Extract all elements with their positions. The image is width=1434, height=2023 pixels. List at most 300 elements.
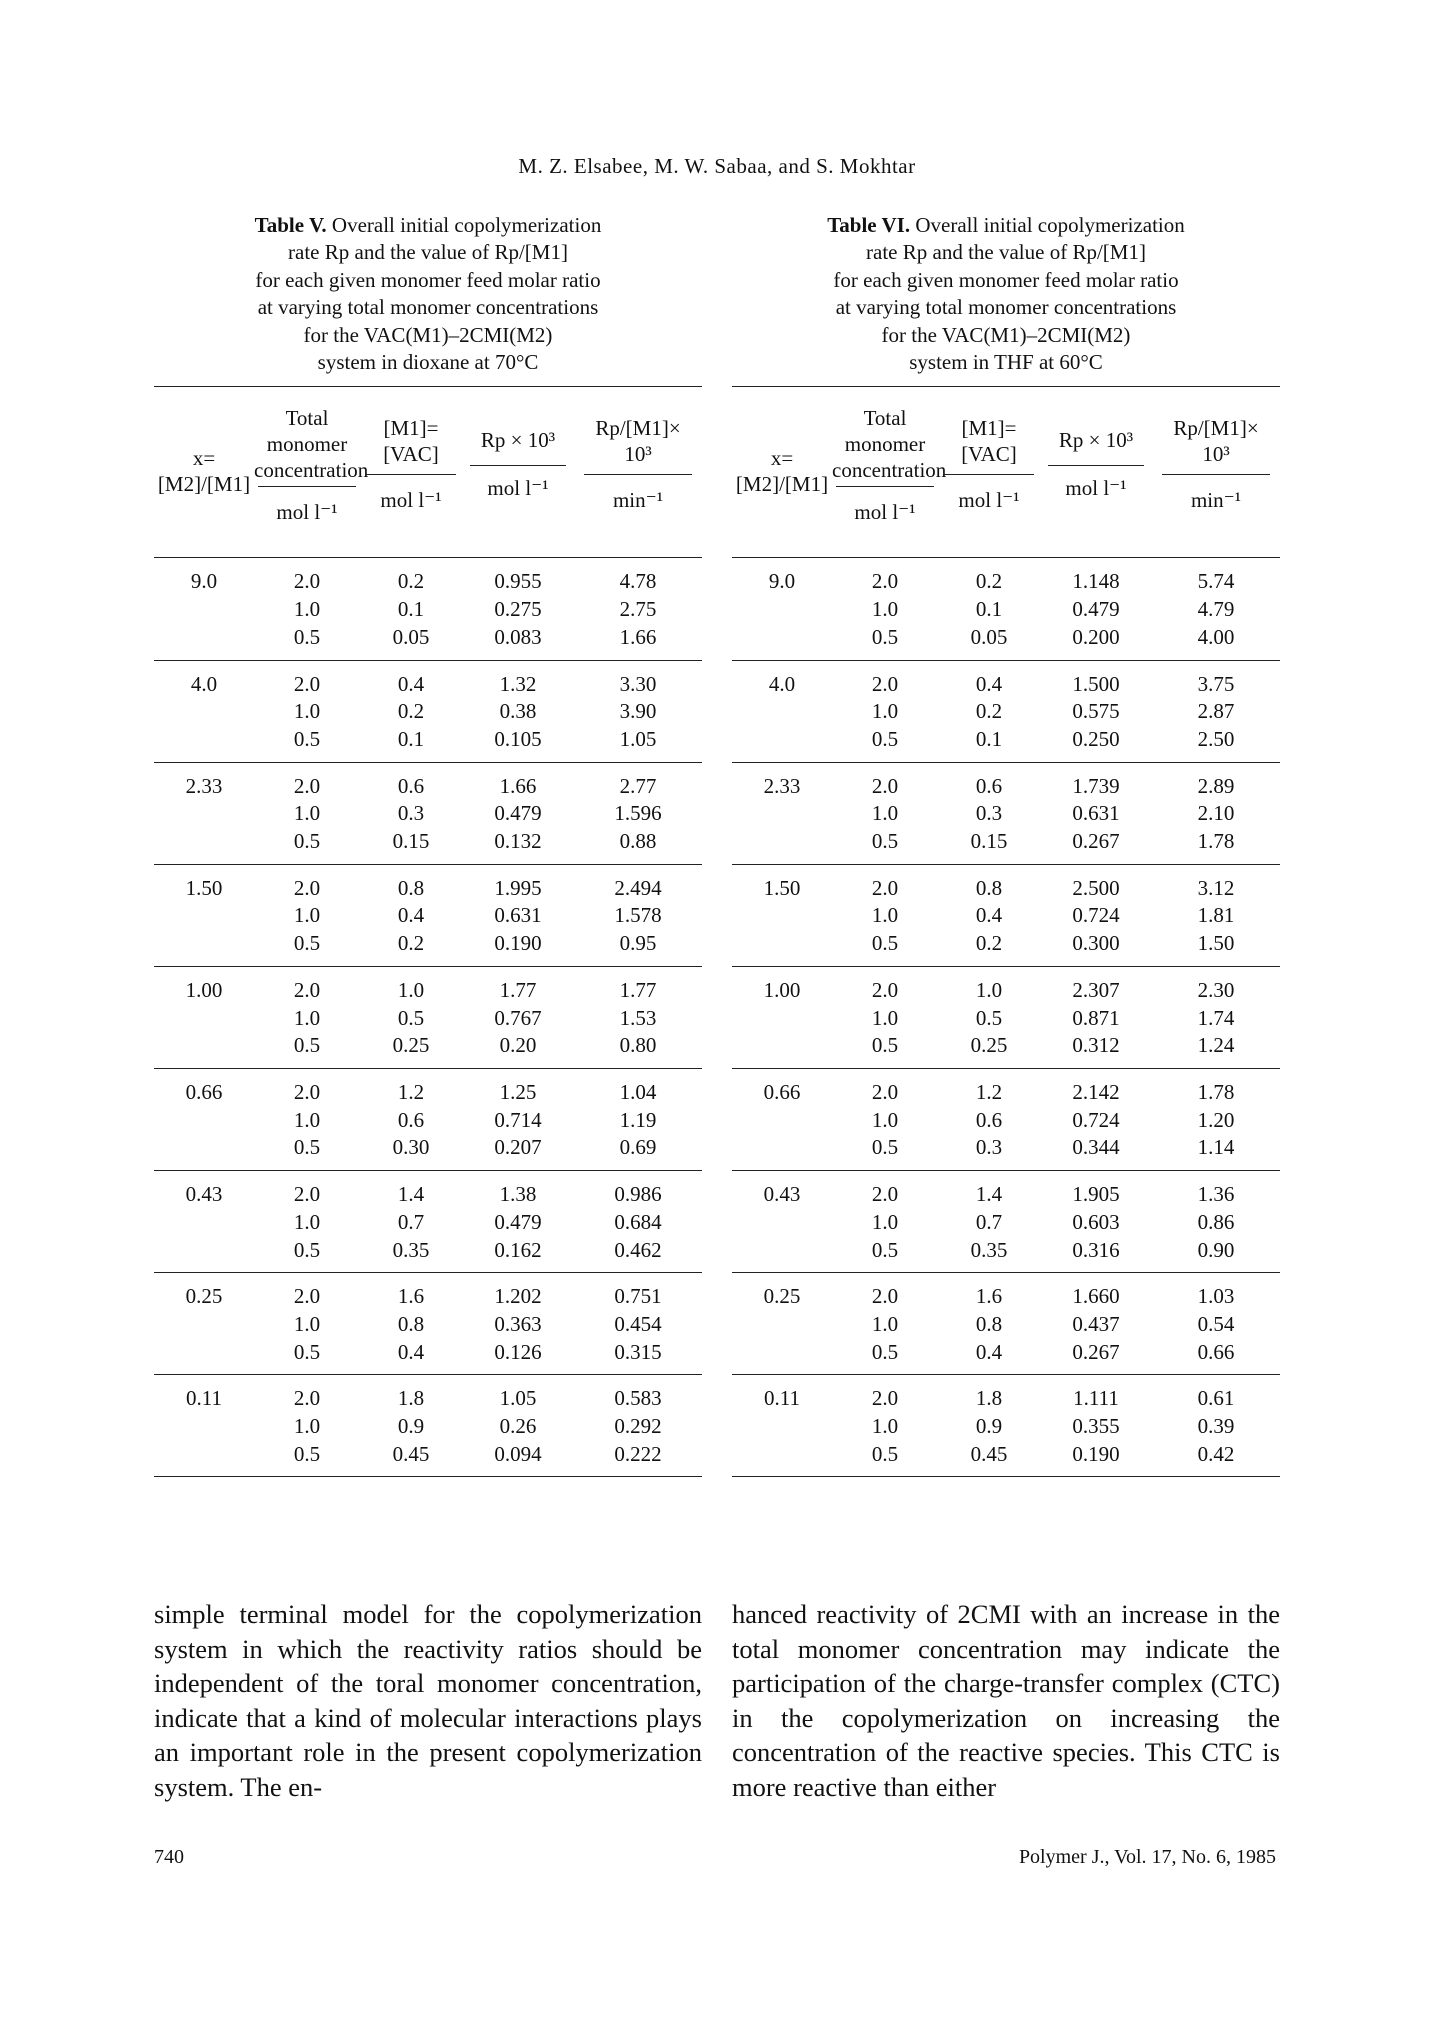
value-cell: 2.0: [293, 875, 321, 900]
value-cell: 0.344: [1072, 1135, 1120, 1160]
table-row: [154, 1311, 702, 1339]
row-group: [732, 1069, 1280, 1171]
value-cell: 0.5: [871, 829, 899, 854]
value-cell: 1.4: [975, 1182, 1003, 1207]
value-cell: 0.66: [1197, 1339, 1235, 1364]
value-cell: 1.04: [619, 1079, 657, 1104]
value-cell: 1.66: [619, 624, 657, 649]
value-cell: 1.0: [293, 699, 321, 724]
table-row: [732, 1385, 1280, 1413]
value-cell: 2.500: [1072, 875, 1120, 900]
table-row: [732, 1079, 1280, 1107]
table-row: [732, 698, 1280, 726]
x-ratio-cell: [154, 1441, 254, 1469]
x-ratio-cell: [154, 698, 254, 726]
row-group: [732, 1171, 1280, 1273]
value-cell: 5.74: [1197, 569, 1235, 594]
value-cell: 0.5: [397, 1005, 425, 1030]
body-text-left: simple terminal model for the copolymerization system in which the reactivity ratios should be independent of the toral monomer concentration, indicate that a kind of molecular interactions plays an important role in the present copolymerization system. The en-: [154, 1599, 702, 1802]
value-cell: 0.132: [494, 829, 542, 854]
x-ratio-cell: 0.43: [763, 1182, 801, 1207]
row-group: [732, 558, 1280, 660]
value-cell: 0.2: [975, 569, 1003, 594]
value-cell: 2.0: [293, 671, 321, 696]
table-row: [154, 977, 702, 1005]
value-cell: 0.1: [397, 597, 425, 622]
value-cell: 0.583: [614, 1386, 662, 1411]
value-cell: 1.05: [619, 726, 657, 751]
value-cell: 1.0: [293, 597, 321, 622]
value-cell: 1.32: [499, 671, 537, 696]
value-cell: 3.12: [1197, 875, 1235, 900]
table-row: [154, 1237, 702, 1265]
value-cell: 0.45: [970, 1441, 1008, 1466]
x-ratio-cell: [732, 624, 832, 652]
value-cell: 1.578: [614, 903, 662, 928]
table-vi-body: [732, 558, 1280, 1477]
value-cell: 0.4: [397, 1339, 425, 1364]
x-ratio-cell: [154, 1209, 254, 1237]
value-cell: 0.25: [970, 1033, 1008, 1058]
value-cell: 0.292: [614, 1414, 662, 1439]
value-cell: 1.77: [499, 977, 537, 1002]
value-cell: 4.00: [1197, 624, 1235, 649]
row-group: [732, 763, 1280, 865]
value-cell: 1.0: [871, 1107, 899, 1132]
value-cell: 1.0: [871, 1414, 899, 1439]
value-cell: 1.20: [1197, 1107, 1235, 1132]
value-cell: 0.5: [871, 1135, 899, 1160]
x-ratio-cell: [732, 1441, 832, 1469]
value-cell: 1.111: [1073, 1386, 1119, 1411]
value-cell: 3.75: [1197, 671, 1235, 696]
x-ratio-cell: 1.50: [763, 875, 801, 900]
value-cell: 0.3: [975, 1135, 1003, 1160]
x-ratio-cell: 2.33: [763, 773, 801, 798]
value-cell: 2.0: [871, 773, 899, 798]
value-cell: 0.454: [614, 1311, 662, 1336]
table-row: [154, 1441, 702, 1469]
x-ratio-cell: [154, 596, 254, 624]
value-cell: 2.0: [871, 569, 899, 594]
x-ratio-cell: [154, 1413, 254, 1441]
value-cell: 0.724: [1072, 903, 1120, 928]
value-cell: 0.603: [1072, 1209, 1120, 1234]
value-cell: 1.03: [1197, 1284, 1235, 1309]
x-ratio-cell: [732, 1134, 832, 1162]
value-cell: 0.05: [392, 624, 430, 649]
value-cell: 1.8: [975, 1386, 1003, 1411]
value-cell: 1.0: [871, 1311, 899, 1336]
x-ratio-cell: 0.25: [763, 1284, 801, 1309]
x-ratio-cell: [154, 930, 254, 958]
value-cell: 0.30: [392, 1135, 430, 1160]
table-row: [154, 800, 702, 828]
table-row: [154, 1413, 702, 1441]
value-cell: 0.26: [499, 1414, 537, 1439]
table-row: [732, 1005, 1280, 1033]
value-cell: 1.0: [293, 1414, 321, 1439]
value-cell: 2.89: [1197, 773, 1235, 798]
value-cell: 0.3: [975, 801, 1003, 826]
value-cell: 0.751: [614, 1284, 662, 1309]
value-cell: 1.38: [499, 1182, 537, 1207]
value-cell: 1.78: [1197, 1079, 1235, 1104]
table-v-caption: Table V. Overall initial copolymerization rate Rp and the value of Rp/[M1] for each given monomer feed molar ratio at varying total monomer concentrations for the VAC(M1)–2CMI(M2) system in dioxane at 70°C: [254, 213, 602, 375]
table-row: [154, 930, 702, 958]
value-cell: 2.0: [871, 875, 899, 900]
value-cell: 1.0: [293, 903, 321, 928]
table-row: [732, 977, 1280, 1005]
value-cell: 0.5: [293, 829, 321, 854]
value-cell: 0.45: [392, 1441, 430, 1466]
value-cell: 0.462: [614, 1237, 662, 1262]
row-group: [154, 1375, 702, 1477]
x-ratio-cell: [732, 1209, 832, 1237]
value-cell: 1.500: [1072, 671, 1120, 696]
value-cell: 0.631: [1072, 801, 1120, 826]
value-cell: 1.78: [1197, 829, 1235, 854]
value-cell: 0.300: [1072, 931, 1120, 956]
table-row: [154, 875, 702, 903]
value-cell: 1.0: [871, 801, 899, 826]
table-row: [154, 671, 702, 699]
row-group: [154, 1069, 702, 1171]
x-ratio-cell: [154, 1107, 254, 1135]
table-row: [732, 1283, 1280, 1311]
x-ratio-cell: [732, 828, 832, 856]
value-cell: 0.15: [970, 829, 1008, 854]
value-cell: 0.4: [975, 903, 1003, 928]
value-cell: 2.307: [1072, 977, 1120, 1002]
value-cell: 1.4: [397, 1182, 425, 1207]
value-cell: 0.5: [975, 1005, 1003, 1030]
table-v-header: x= [M2]/[M1] Total monomer concentration mol l⁻¹ [M1]= [VAC] mol l⁻¹ Rp × 10³ mol l⁻¹ Rp/[M1]× 10³ min⁻¹: [154, 387, 702, 558]
row-group: [154, 865, 702, 967]
value-cell: 1.0: [397, 977, 425, 1002]
value-cell: 2.0: [871, 1284, 899, 1309]
table-row: [732, 773, 1280, 801]
x-ratio-cell: 0.25: [185, 1284, 223, 1309]
value-cell: 1.148: [1072, 569, 1120, 594]
value-cell: 2.494: [614, 875, 662, 900]
value-cell: 0.5: [871, 1237, 899, 1262]
value-cell: 1.0: [975, 977, 1003, 1002]
table-row: [732, 1107, 1280, 1135]
value-cell: 0.200: [1072, 624, 1120, 649]
value-cell: 1.0: [871, 1209, 899, 1234]
table-row: [732, 568, 1280, 596]
value-cell: 0.5: [293, 1441, 321, 1466]
value-cell: 0.267: [1072, 829, 1120, 854]
value-cell: 1.6: [975, 1284, 1003, 1309]
x-ratio-cell: 9.0: [768, 569, 796, 594]
value-cell: 1.905: [1072, 1182, 1120, 1207]
value-cell: 0.5: [293, 624, 321, 649]
body-text-right: hanced reactivity of 2CMI with an increase in the total monomer concentration may indicate the participation of the charge-transfer complex (CTC) in the copolymerization on increasing the concentration of the reactive species. This CTC is more reactive than either: [732, 1599, 1280, 1802]
row-group: [154, 1171, 702, 1273]
value-cell: 0.479: [494, 1209, 542, 1234]
row-group: [732, 865, 1280, 967]
table-row: [154, 1385, 702, 1413]
value-cell: 2.0: [293, 1079, 321, 1104]
x-ratio-cell: [154, 1134, 254, 1162]
value-cell: 0.5: [293, 1033, 321, 1058]
table-row: [154, 698, 702, 726]
value-cell: 3.30: [619, 671, 657, 696]
x-ratio-cell: [732, 1311, 832, 1339]
x-ratio-cell: [732, 726, 832, 754]
x-ratio-cell: 1.00: [763, 977, 801, 1002]
value-cell: 0.05: [970, 624, 1008, 649]
x-ratio-cell: [732, 1339, 832, 1367]
value-cell: 0.126: [494, 1339, 542, 1364]
value-cell: 1.0: [293, 801, 321, 826]
x-ratio-cell: 2.33: [185, 773, 223, 798]
value-cell: 1.739: [1072, 773, 1120, 798]
x-ratio-cell: [154, 1311, 254, 1339]
x-ratio-cell: [154, 1237, 254, 1265]
table-row: [732, 902, 1280, 930]
table-row: [154, 596, 702, 624]
table-row: [732, 671, 1280, 699]
value-cell: 1.2: [397, 1079, 425, 1104]
table-row: [732, 624, 1280, 652]
table-row: [732, 726, 1280, 754]
table-row: [732, 1209, 1280, 1237]
x-ratio-cell: [154, 1032, 254, 1060]
value-cell: 1.24: [1197, 1033, 1235, 1058]
value-cell: 0.8: [397, 875, 425, 900]
value-cell: 0.1: [397, 726, 425, 751]
value-cell: 0.355: [1072, 1414, 1120, 1439]
value-cell: 0.105: [494, 726, 542, 751]
value-cell: 0.86: [1197, 1209, 1235, 1234]
value-cell: 0.2: [397, 931, 425, 956]
value-cell: 1.0: [871, 903, 899, 928]
table-row: [154, 1181, 702, 1209]
x-ratio-cell: 0.66: [185, 1079, 223, 1104]
row-group: [732, 1375, 1280, 1477]
value-cell: 0.631: [494, 903, 542, 928]
journal-citation: Polymer J., Vol. 17, No. 6, 1985: [1018, 1846, 1276, 1868]
table-v-body: [154, 558, 702, 1477]
value-cell: 0.5: [871, 1441, 899, 1466]
x-ratio-cell: 0.11: [186, 1386, 222, 1411]
row-group: [732, 967, 1280, 1069]
table-row: [732, 800, 1280, 828]
value-cell: 2.0: [871, 1386, 899, 1411]
value-cell: 1.19: [619, 1107, 657, 1132]
value-cell: 1.81: [1197, 903, 1235, 928]
table-row: [154, 1107, 702, 1135]
value-cell: 0.083: [494, 624, 542, 649]
value-cell: 0.69: [619, 1135, 657, 1160]
value-cell: 0.25: [392, 1033, 430, 1058]
value-cell: 1.50: [1197, 931, 1235, 956]
value-cell: 0.5: [293, 1339, 321, 1364]
value-cell: 0.39: [1197, 1414, 1235, 1439]
value-cell: 4.79: [1197, 597, 1235, 622]
value-cell: 2.10: [1197, 801, 1235, 826]
table-row: [154, 1134, 702, 1162]
row-group: [154, 1273, 702, 1375]
value-cell: 0.479: [494, 801, 542, 826]
value-cell: 0.714: [494, 1107, 542, 1132]
value-cell: 0.20: [499, 1033, 537, 1058]
value-cell: 1.36: [1197, 1182, 1235, 1207]
x-ratio-cell: [732, 930, 832, 958]
table-row: [732, 828, 1280, 856]
value-cell: 0.315: [614, 1339, 662, 1364]
value-cell: 0.312: [1072, 1033, 1120, 1058]
x-ratio-cell: 0.11: [764, 1386, 800, 1411]
value-cell: 0.4: [397, 903, 425, 928]
table-row: [154, 1005, 702, 1033]
x-ratio-cell: [732, 902, 832, 930]
value-cell: 0.871: [1072, 1005, 1120, 1030]
x-ratio-cell: 4.0: [768, 671, 796, 696]
x-ratio-cell: [154, 902, 254, 930]
table-row: [732, 596, 1280, 624]
value-cell: 0.6: [975, 773, 1003, 798]
x-ratio-cell: [154, 726, 254, 754]
value-cell: 2.0: [293, 569, 321, 594]
value-cell: 0.35: [392, 1237, 430, 1262]
value-cell: 0.7: [397, 1209, 425, 1234]
value-cell: 0.2: [975, 931, 1003, 956]
value-cell: 0.80: [619, 1033, 657, 1058]
value-cell: 1.0: [293, 1311, 321, 1336]
value-cell: 1.0: [871, 597, 899, 622]
value-cell: 0.42: [1197, 1441, 1235, 1466]
table-v: [154, 212, 702, 1477]
table-row: [732, 1441, 1280, 1469]
x-ratio-cell: [732, 1237, 832, 1265]
value-cell: 1.05: [499, 1386, 537, 1411]
value-cell: 0.162: [494, 1237, 542, 1262]
x-ratio-cell: 0.66: [763, 1079, 801, 1104]
value-cell: 0.5: [871, 1033, 899, 1058]
table-row: [154, 828, 702, 856]
value-cell: 0.2: [397, 699, 425, 724]
value-cell: 2.0: [871, 1079, 899, 1104]
table-row: [154, 624, 702, 652]
x-ratio-cell: [732, 1413, 832, 1441]
value-cell: 2.0: [293, 773, 321, 798]
row-group: [154, 661, 702, 763]
value-cell: 2.0: [293, 1386, 321, 1411]
value-cell: 0.6: [975, 1107, 1003, 1132]
value-cell: 0.9: [397, 1414, 425, 1439]
value-cell: 0.5: [871, 624, 899, 649]
value-cell: 0.207: [494, 1135, 542, 1160]
value-cell: 0.4: [397, 671, 425, 696]
table-row: [154, 1283, 702, 1311]
value-cell: 0.6: [397, 773, 425, 798]
value-cell: 1.6: [397, 1284, 425, 1309]
value-cell: 0.5: [293, 931, 321, 956]
value-cell: 0.5: [871, 726, 899, 751]
value-cell: 2.0: [293, 1182, 321, 1207]
value-cell: 0.7: [975, 1209, 1003, 1234]
value-cell: 2.0: [293, 1284, 321, 1309]
value-cell: 2.75: [619, 597, 657, 622]
row-group: [732, 661, 1280, 763]
value-cell: 0.3: [397, 801, 425, 826]
value-cell: 0.1: [975, 726, 1003, 751]
value-cell: 1.2: [975, 1079, 1003, 1104]
value-cell: 1.66: [499, 773, 537, 798]
value-cell: 0.6: [397, 1107, 425, 1132]
page-number: 740: [154, 1846, 184, 1868]
row-group: [154, 558, 702, 660]
value-cell: 0.35: [970, 1237, 1008, 1262]
x-ratio-cell: 0.43: [185, 1182, 223, 1207]
value-cell: 0.8: [975, 875, 1003, 900]
row-group: [154, 763, 702, 865]
x-ratio-cell: [154, 828, 254, 856]
value-cell: 3.90: [619, 699, 657, 724]
value-cell: 0.54: [1197, 1311, 1235, 1336]
value-cell: 0.5: [871, 1339, 899, 1364]
value-cell: 1.596: [614, 801, 662, 826]
value-cell: 0.2: [975, 699, 1003, 724]
value-cell: 2.0: [871, 671, 899, 696]
value-cell: 1.53: [619, 1005, 657, 1030]
x-ratio-cell: 4.0: [190, 671, 218, 696]
value-cell: 1.660: [1072, 1284, 1120, 1309]
value-cell: 1.0: [293, 1107, 321, 1132]
value-cell: 0.5: [293, 1237, 321, 1262]
value-cell: 0.5: [293, 1135, 321, 1160]
value-cell: 0.1: [975, 597, 1003, 622]
row-group: [154, 967, 702, 1069]
value-cell: 1.14: [1197, 1135, 1235, 1160]
x-ratio-cell: [732, 1005, 832, 1033]
x-ratio-cell: 9.0: [190, 569, 218, 594]
value-cell: 1.202: [494, 1284, 542, 1309]
value-cell: 0.9: [975, 1414, 1003, 1439]
value-cell: 0.767: [494, 1005, 542, 1030]
running-header: M. Z. Elsabee, M. W. Sabaa, and S. Mokhtar: [518, 154, 916, 178]
table-row: [732, 1237, 1280, 1265]
value-cell: 1.0: [293, 1005, 321, 1030]
table-row: [732, 1413, 1280, 1441]
value-cell: 0.5: [871, 931, 899, 956]
table-row: [732, 875, 1280, 903]
value-cell: 2.0: [871, 977, 899, 1002]
value-cell: 0.88: [619, 829, 657, 854]
value-cell: 0.724: [1072, 1107, 1120, 1132]
value-cell: 1.77: [619, 977, 657, 1002]
row-group: [732, 1273, 1280, 1375]
x-ratio-cell: [732, 800, 832, 828]
value-cell: 0.61: [1197, 1386, 1235, 1411]
x-ratio-cell: [154, 1339, 254, 1367]
x-ratio-cell: [732, 698, 832, 726]
x-ratio-cell: [154, 624, 254, 652]
value-cell: 2.77: [619, 773, 657, 798]
table-row: [154, 568, 702, 596]
value-cell: 0.222: [614, 1441, 662, 1466]
value-cell: 2.142: [1072, 1079, 1120, 1104]
table-row: [732, 1339, 1280, 1367]
value-cell: 2.87: [1197, 699, 1235, 724]
value-cell: 1.25: [499, 1079, 537, 1104]
table-row: [154, 1032, 702, 1060]
value-cell: 0.8: [975, 1311, 1003, 1336]
